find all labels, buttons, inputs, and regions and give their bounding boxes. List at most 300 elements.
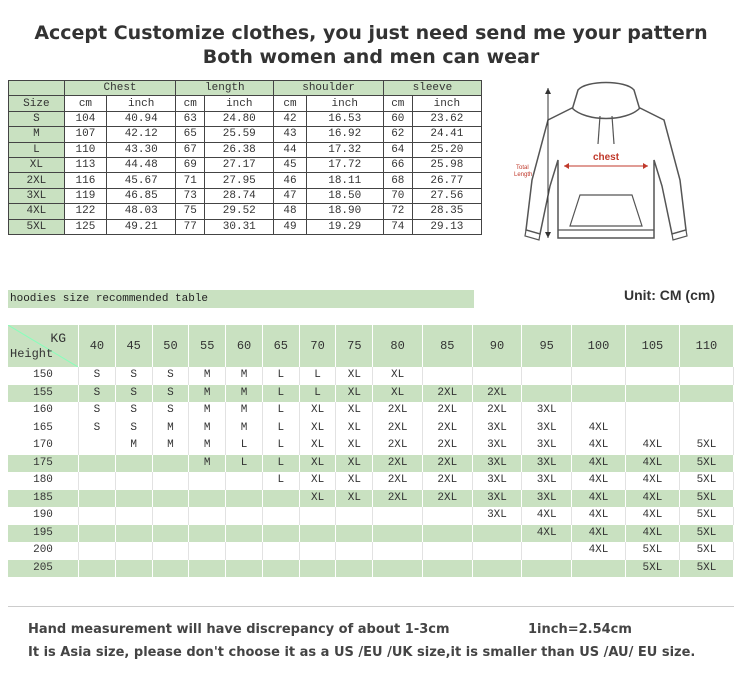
recommended-size-cell [625, 420, 679, 438]
size-label-cell: S [9, 111, 65, 126]
recommended-size-cell: L [262, 420, 299, 438]
note-discrepancy: Hand measurement will have discrepancy of about 1-3cm [28, 622, 450, 637]
measurement-cell: 44.48 [107, 157, 176, 172]
size-label-cell: 4XL [9, 204, 65, 219]
recommended-size-cell: XL [336, 420, 373, 438]
recommended-size-cell: 3XL [522, 437, 572, 455]
recommended-size-cell [679, 367, 733, 385]
size-row [9, 204, 482, 219]
recommended-size-cell [189, 472, 226, 490]
recommend-row [8, 420, 734, 438]
recommended-size-cell: S [152, 367, 189, 385]
recommend-row [8, 525, 734, 543]
hoodie-hood-outline [572, 83, 640, 120]
recommended-size-cell: 2XL [373, 437, 423, 455]
recommended-size-cell: 4XL [625, 437, 679, 455]
recommended-size-cell [625, 402, 679, 420]
height-cell: 195 [8, 525, 79, 543]
recommended-size-cell: 5XL [679, 542, 733, 560]
recommended-size-cell [522, 385, 572, 403]
recommended-size-cell [336, 525, 373, 543]
recommended-size-cell [422, 507, 472, 525]
recommended-size-cell: 4XL [572, 420, 626, 438]
recommended-size-cell: 2XL [422, 385, 472, 403]
hoodie-diagram [508, 80, 704, 248]
recommended-size-cell [152, 472, 189, 490]
recommended-size-cell [422, 542, 472, 560]
recommended-size-cell: M [189, 437, 226, 455]
measurement-cell: 71 [176, 173, 205, 188]
recommend-size-table [8, 325, 734, 577]
recommended-size-cell [152, 525, 189, 543]
recommended-size-cell: 4XL [625, 525, 679, 543]
recommended-size-cell [472, 542, 522, 560]
recommended-size-cell [262, 507, 299, 525]
recommended-size-cell: 5XL [625, 560, 679, 578]
recommended-size-cell [189, 560, 226, 578]
recommended-size-cell [79, 560, 116, 578]
recommended-size-cell [472, 560, 522, 578]
measurement-cell: 47 [274, 188, 306, 203]
recommended-size-cell [189, 542, 226, 560]
recommended-size-cell: XL [299, 420, 336, 438]
recommended-size-cell [299, 507, 336, 525]
recommend-row [8, 507, 734, 525]
measurement-cell: 43 [274, 127, 306, 142]
recommended-size-cell: XL [299, 402, 336, 420]
recommended-size-cell [262, 525, 299, 543]
recommended-size-cell: XL [336, 455, 373, 473]
measurement-cell: 26.38 [205, 142, 274, 157]
recommended-size-cell: XL [373, 385, 423, 403]
recommended-size-cell: XL [336, 402, 373, 420]
recommended-size-cell [152, 542, 189, 560]
measurement-cell: 18.11 [306, 173, 383, 188]
measurement-cell: 30.31 [205, 219, 274, 234]
recommended-size-cell [422, 560, 472, 578]
recommended-size-cell: M [226, 367, 263, 385]
recommended-size-cell [79, 542, 116, 560]
kg-header-cell: 65 [262, 325, 299, 367]
measurement-cell: 107 [64, 127, 106, 142]
recommended-size-cell [79, 455, 116, 473]
recommended-size-cell: 2XL [422, 437, 472, 455]
kg-header-cell: 90 [472, 325, 522, 367]
kg-header-cell: 100 [572, 325, 626, 367]
recommended-size-cell: 4XL [572, 437, 626, 455]
size-label-cell: M [9, 127, 65, 142]
measurement-cell: 110 [64, 142, 106, 157]
measurement-cell: 43.30 [107, 142, 176, 157]
measurement-cell: 27.95 [205, 173, 274, 188]
recommended-size-cell: 3XL [472, 490, 522, 508]
recommended-size-cell: XL [373, 367, 423, 385]
recommended-size-cell [373, 507, 423, 525]
recommended-size-cell [522, 367, 572, 385]
size-row [9, 127, 482, 142]
hoodie-pocket [570, 195, 642, 226]
size-row [9, 157, 482, 172]
unit-label: Unit: CM (cm) [624, 287, 715, 303]
recommended-size-cell: 2XL [472, 402, 522, 420]
recommended-size-cell: L [226, 455, 263, 473]
recommend-row [8, 402, 734, 420]
recommended-size-cell: S [79, 385, 116, 403]
kg-header-cell: 85 [422, 325, 472, 367]
recommended-size-cell [572, 560, 626, 578]
recommended-size-cell [373, 560, 423, 578]
recommended-size-cell [299, 560, 336, 578]
recommended-size-cell [189, 490, 226, 508]
measurement-cell: 18.50 [306, 188, 383, 203]
height-cell: 155 [8, 385, 79, 403]
recommended-size-cell [115, 507, 152, 525]
measurement-cell: 42 [274, 111, 306, 126]
kg-header-cell: 95 [522, 325, 572, 367]
recommended-size-cell [679, 420, 733, 438]
recommended-size-cell: XL [299, 472, 336, 490]
recommended-size-cell: 3XL [472, 455, 522, 473]
recommended-size-cell: 5XL [625, 542, 679, 560]
recommended-size-cell [422, 525, 472, 543]
recommended-size-cell: M [189, 367, 226, 385]
kg-header-cell: 60 [226, 325, 263, 367]
kg-header-cell: 70 [299, 325, 336, 367]
measurement-cell: 28.74 [205, 188, 274, 203]
measurement-cell: 75 [176, 204, 205, 219]
recommended-size-cell: 5XL [679, 437, 733, 455]
measurement-cell: 119 [64, 188, 106, 203]
recommended-size-cell: S [115, 385, 152, 403]
recommended-size-cell: S [115, 367, 152, 385]
recommended-size-cell [336, 507, 373, 525]
recommended-size-cell [115, 525, 152, 543]
recommended-size-cell: XL [336, 490, 373, 508]
unit-header: inch [107, 96, 176, 111]
measurement-cell: 113 [64, 157, 106, 172]
measurement-cell: 25.59 [205, 127, 274, 142]
recommended-size-cell [226, 472, 263, 490]
recommended-size-cell: 3XL [472, 507, 522, 525]
recommended-size-cell: 5XL [679, 455, 733, 473]
recommended-size-cell [79, 507, 116, 525]
measurement-cell: 125 [64, 219, 106, 234]
measurement-cell: 19.29 [306, 219, 383, 234]
measurement-cell: 70 [383, 188, 412, 203]
recommended-size-cell: XL [299, 455, 336, 473]
recommended-size-cell [373, 542, 423, 560]
recommended-size-cell [79, 472, 116, 490]
measurement-cell: 67 [176, 142, 205, 157]
recommended-size-cell [472, 367, 522, 385]
recommended-size-cell: 4XL [625, 455, 679, 473]
height-cell: 205 [8, 560, 79, 578]
recommended-size-cell: 4XL [572, 455, 626, 473]
unit-header: inch [306, 96, 383, 111]
recommended-size-cell: L [262, 402, 299, 420]
measurement-cell: 23.62 [412, 111, 481, 126]
height-cell: 150 [8, 367, 79, 385]
recommended-size-cell [115, 455, 152, 473]
recommend-row [8, 490, 734, 508]
length-label-1: Total [516, 165, 529, 171]
kg-header-cell: 55 [189, 325, 226, 367]
recommended-size-cell: L [299, 385, 336, 403]
note-inch-conversion: 1inch=2.54cm [528, 622, 632, 637]
recommended-size-cell: 4XL [572, 472, 626, 490]
measurement-cell: 72 [383, 204, 412, 219]
measurement-cell: 48.03 [107, 204, 176, 219]
recommended-size-cell: L [262, 385, 299, 403]
recommended-size-cell: M [189, 455, 226, 473]
measurement-cell: 45 [274, 157, 306, 172]
recommended-size-cell: L [299, 367, 336, 385]
size-row [9, 142, 482, 157]
size-table-corner [9, 81, 65, 96]
recommended-size-cell: XL [336, 385, 373, 403]
measurement-cell: 60 [383, 111, 412, 126]
recommended-size-cell: 2XL [373, 402, 423, 420]
recommended-size-cell: S [152, 402, 189, 420]
height-label: Height [10, 347, 54, 361]
recommended-size-cell [472, 525, 522, 543]
measurement-cell: 49.21 [107, 219, 176, 234]
recommended-size-cell [572, 402, 626, 420]
measurement-cell: 104 [64, 111, 106, 126]
recommended-size-cell: S [79, 367, 116, 385]
measurement-cell: 77 [176, 219, 205, 234]
size-column-header: Size [9, 96, 65, 111]
recommended-size-cell [522, 560, 572, 578]
recommend-table-header: hoodies size recommended table [8, 290, 474, 308]
recommended-size-cell: 3XL [522, 455, 572, 473]
measurement-cell: 24.80 [205, 111, 274, 126]
note-asia-size: It is Asia size, please don't choose it as a US /EU /UK size,it is smaller than US /AU/ EU size. [28, 645, 696, 660]
size-row [9, 219, 482, 234]
size-label-cell: 2XL [9, 173, 65, 188]
unit-header: cm [176, 96, 205, 111]
recommended-size-cell: M [226, 420, 263, 438]
recommended-size-cell [262, 490, 299, 508]
height-cell: 200 [8, 542, 79, 560]
measurement-cell: 40.94 [107, 111, 176, 126]
measurement-cell: 27.17 [205, 157, 274, 172]
recommended-size-cell: M [115, 437, 152, 455]
recommend-row [8, 367, 734, 385]
recommended-size-cell: 4XL [572, 490, 626, 508]
recommended-size-cell [115, 472, 152, 490]
recommended-size-cell: M [152, 420, 189, 438]
recommended-size-cell [79, 437, 116, 455]
recommended-size-cell [299, 542, 336, 560]
measurement-cell: 46 [274, 173, 306, 188]
height-cell: 175 [8, 455, 79, 473]
size-label-cell: L [9, 142, 65, 157]
recommend-row [8, 437, 734, 455]
notes-box [8, 606, 734, 667]
corner-cell [8, 325, 79, 367]
unit-header: inch [412, 96, 481, 111]
unit-header: cm [274, 96, 306, 111]
measurement-cell: 18.90 [306, 204, 383, 219]
recommended-size-cell: 4XL [625, 490, 679, 508]
kg-label: KG [50, 331, 66, 346]
measurement-cell: 26.77 [412, 173, 481, 188]
size-row [9, 188, 482, 203]
recommended-size-cell: 2XL [373, 472, 423, 490]
height-cell: 165 [8, 420, 79, 438]
kg-header-cell: 80 [373, 325, 423, 367]
recommended-size-cell: 5XL [679, 560, 733, 578]
measurement-cell: 24.41 [412, 127, 481, 142]
measurement-cell: 62 [383, 127, 412, 142]
recommended-size-cell [262, 560, 299, 578]
recommended-size-cell: 4XL [572, 542, 626, 560]
recommended-size-cell: XL [299, 437, 336, 455]
recommended-size-cell: M [189, 385, 226, 403]
recommended-size-cell: L [226, 437, 263, 455]
recommended-size-cell: 2XL [472, 385, 522, 403]
recommended-size-cell: 2XL [373, 455, 423, 473]
measurement-cell: 16.53 [306, 111, 383, 126]
recommended-size-cell: 2XL [422, 455, 472, 473]
unit-header: cm [383, 96, 412, 111]
size-label-cell: 3XL [9, 188, 65, 203]
size-row [9, 173, 482, 188]
length-label-2: Length [514, 172, 533, 178]
recommended-size-cell: S [115, 402, 152, 420]
recommended-size-cell: 3XL [522, 420, 572, 438]
recommended-size-cell: 2XL [373, 420, 423, 438]
recommended-size-cell: XL [336, 367, 373, 385]
unit-header: inch [205, 96, 274, 111]
recommend-row [8, 560, 734, 578]
measurement-cell: 49 [274, 219, 306, 234]
group-header-chest: Chest [64, 81, 176, 96]
measurement-cell: 29.52 [205, 204, 274, 219]
recommended-size-cell [152, 455, 189, 473]
measurement-cell: 17.32 [306, 142, 383, 157]
measurement-cell: 25.20 [412, 142, 481, 157]
recommended-size-cell: 4XL [625, 472, 679, 490]
recommended-size-cell: XL [299, 490, 336, 508]
group-header-sleeve: sleeve [383, 81, 481, 96]
measurement-cell: 25.98 [412, 157, 481, 172]
recommended-size-cell [336, 560, 373, 578]
recommended-size-cell: 3XL [472, 420, 522, 438]
recommended-size-cell [262, 542, 299, 560]
measurement-cell: 68 [383, 173, 412, 188]
recommend-row [8, 542, 734, 560]
recommended-size-cell: M [152, 437, 189, 455]
recommended-size-cell [422, 367, 472, 385]
page-subtitle: Both women and men can wear [202, 46, 540, 68]
kg-header-cell: 75 [336, 325, 373, 367]
measurement-cell: 48 [274, 204, 306, 219]
height-cell: 180 [8, 472, 79, 490]
kg-header-cell: 45 [115, 325, 152, 367]
size-chart-table [8, 80, 482, 235]
recommended-size-cell: XL [336, 472, 373, 490]
height-cell: 190 [8, 507, 79, 525]
recommended-size-cell: S [152, 385, 189, 403]
recommended-size-cell: S [79, 402, 116, 420]
recommended-size-cell [79, 525, 116, 543]
recommended-size-cell: 2XL [422, 472, 472, 490]
recommended-size-cell: M [226, 402, 263, 420]
recommended-size-cell [226, 525, 263, 543]
measurement-cell: 27.56 [412, 188, 481, 203]
recommended-size-cell [373, 525, 423, 543]
recommended-size-cell [572, 385, 626, 403]
measurement-cell: 46.85 [107, 188, 176, 203]
recommended-size-cell [226, 507, 263, 525]
size-label-cell: 5XL [9, 219, 65, 234]
recommended-size-cell [226, 560, 263, 578]
measurement-cell: 28.35 [412, 204, 481, 219]
recommended-size-cell [189, 525, 226, 543]
recommended-size-cell: S [115, 420, 152, 438]
recommended-size-cell: 2XL [373, 490, 423, 508]
measurement-cell: 17.72 [306, 157, 383, 172]
kg-header-cell: 40 [79, 325, 116, 367]
recommended-size-cell: 2XL [422, 420, 472, 438]
measurement-cell: 29.13 [412, 219, 481, 234]
measurement-cell: 42.12 [107, 127, 176, 142]
page-title: Accept Customize clothes, you just need send me your pattern [34, 22, 708, 44]
measurement-cell: 74 [383, 219, 412, 234]
recommended-size-cell [226, 542, 263, 560]
kg-header-cell: 50 [152, 325, 189, 367]
recommended-size-cell: XL [336, 437, 373, 455]
recommended-size-cell [115, 542, 152, 560]
measurement-cell: 16.92 [306, 127, 383, 142]
measurement-cell: 65 [176, 127, 205, 142]
recommended-size-cell [152, 507, 189, 525]
recommended-size-cell: 4XL [522, 507, 572, 525]
size-table-unit-header [9, 96, 482, 111]
recommend-table-head-row [8, 325, 734, 367]
recommended-size-cell [189, 507, 226, 525]
recommended-size-cell [625, 385, 679, 403]
measurement-cell: 69 [176, 157, 205, 172]
recommended-size-cell [152, 490, 189, 508]
recommended-size-cell: 4XL [625, 507, 679, 525]
height-cell: 185 [8, 490, 79, 508]
recommended-size-cell [115, 560, 152, 578]
recommended-size-cell: L [262, 367, 299, 385]
recommended-size-cell: 3XL [522, 402, 572, 420]
recommend-row [8, 385, 734, 403]
recommended-size-cell: 5XL [679, 525, 733, 543]
size-table-group-header [9, 81, 482, 96]
recommended-size-cell: L [262, 472, 299, 490]
recommended-size-cell: 3XL [472, 437, 522, 455]
recommend-row [8, 472, 734, 490]
recommended-size-cell: L [262, 455, 299, 473]
measurement-cell: 64 [383, 142, 412, 157]
chest-label: chest [592, 152, 620, 163]
recommended-size-cell: L [262, 437, 299, 455]
recommended-size-cell: M [189, 402, 226, 420]
recommended-size-cell: 2XL [422, 402, 472, 420]
kg-header-cell: 110 [679, 325, 733, 367]
recommended-size-cell [226, 490, 263, 508]
recommended-size-cell [336, 542, 373, 560]
recommended-size-cell [152, 560, 189, 578]
recommended-size-cell: 4XL [572, 525, 626, 543]
recommended-size-cell [679, 402, 733, 420]
